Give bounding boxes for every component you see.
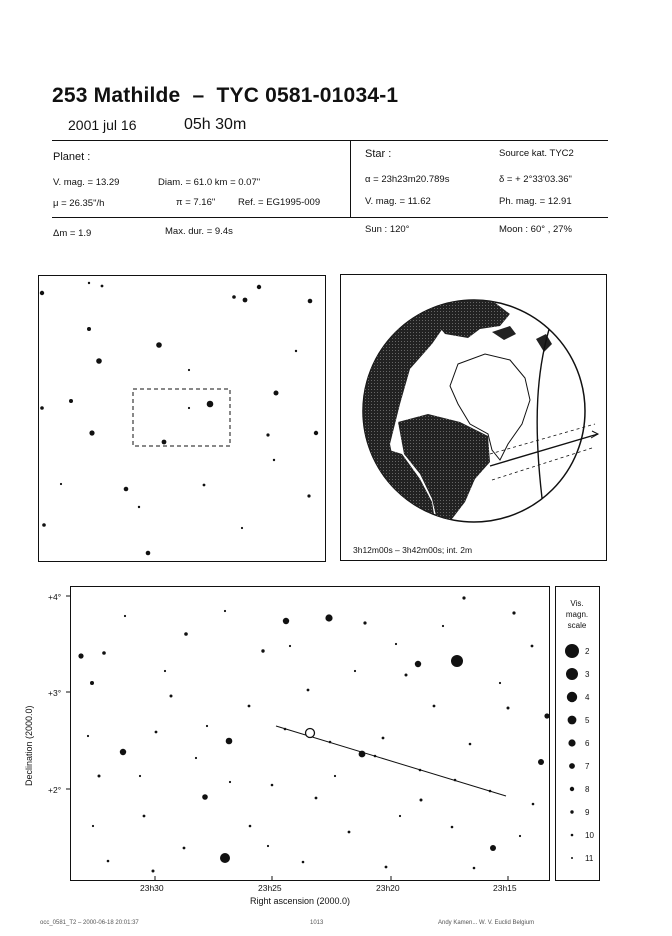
- legend-dot: [570, 810, 573, 813]
- table-divider: [350, 140, 351, 218]
- footer-mid: 1013: [310, 920, 324, 926]
- event-time: 05h 30m: [184, 116, 247, 133]
- x-tick-label: 23h20: [376, 883, 400, 893]
- x-tick-label: 23h15: [493, 883, 517, 893]
- x-tick-label: 23h25: [258, 883, 282, 893]
- earth-globe-panel: [340, 274, 607, 561]
- legend-mag-label: 7: [585, 762, 590, 771]
- legend-mag-label: 6: [585, 739, 590, 748]
- star-section-label: Star :: [365, 148, 392, 160]
- star-alpha: α = 23h23m20.789s: [365, 174, 450, 185]
- legend-title-line: Vis.: [570, 599, 584, 608]
- page-title: 253 Mathilde – TYC 0581-01034-1: [52, 84, 399, 107]
- globe-caption: 3h12m00s – 3h42m00s; int. 2m: [353, 545, 473, 555]
- legend-mag-label: 11: [585, 854, 594, 863]
- legend-mag-label: 8: [585, 785, 590, 794]
- legend-dot: [570, 787, 574, 791]
- star-chart: [0, 586, 550, 911]
- legend-mag-label: 3: [585, 670, 590, 679]
- legend-dot: [565, 644, 579, 658]
- y-tick-label: +2°: [48, 785, 62, 795]
- star-source: Source kat. TYC2: [499, 148, 574, 159]
- legend-title-line: scale: [567, 621, 587, 630]
- y-axis-label: Declination (2000.0): [24, 705, 34, 786]
- legend-dot: [566, 668, 578, 680]
- legend-mag-label: 9: [585, 808, 590, 817]
- legend-mag-label: 4: [585, 693, 590, 702]
- table-top-rule: [52, 140, 608, 141]
- legend-mag-label: 5: [585, 716, 590, 725]
- legend-mag-label: 2: [585, 647, 590, 656]
- table-bottom-rule: [52, 217, 608, 218]
- planet-diam: Diam. = 61.0 km = 0.07": [158, 177, 261, 188]
- planet-section-label: Planet :: [53, 151, 91, 163]
- legend-dot: [569, 763, 575, 769]
- legend-dot: [571, 834, 574, 837]
- target-star-marker: [306, 729, 315, 738]
- y-tick-label: +4°: [48, 592, 62, 602]
- legend-mag-label: 10: [585, 831, 594, 840]
- footer-left: occ_0581_T2 – 2000-06-18 20:01:37: [40, 920, 139, 926]
- planet-ref: Ref. = EG1995-009: [238, 197, 321, 208]
- planet-dm: Δm = 1.9: [53, 228, 92, 239]
- legend-dot: [571, 857, 573, 859]
- star-delta: δ = + 2°33'03.36": [499, 174, 572, 185]
- footer-right: Andy Kamen... W. V. Euclid Belgium: [438, 920, 535, 926]
- planet-mu: μ = 26.35"/h: [53, 198, 105, 209]
- planet-maxdur: Max. dur. = 9.4s: [165, 226, 233, 237]
- star-phmag: Ph. mag. = 12.91: [499, 196, 572, 207]
- star-moon: Moon : 60° , 27%: [499, 224, 572, 235]
- planet-pi: π = 7.16": [176, 197, 216, 208]
- star-sun: Sun : 120°: [365, 224, 410, 235]
- planet-vmag: V. mag. = 13.29: [53, 177, 120, 188]
- star-vmag: V. mag. = 11.62: [365, 196, 431, 207]
- finder-chart: [38, 275, 326, 562]
- y-tick-label: +3°: [48, 688, 62, 698]
- event-date: 2001 jul 16: [68, 117, 137, 133]
- x-axis-label: Right ascension (2000.0): [250, 896, 351, 906]
- x-tick-label: 23h30: [140, 883, 164, 893]
- legend-dot: [568, 716, 577, 725]
- magnitude-legend: [555, 586, 600, 881]
- legend-dot: [567, 692, 577, 702]
- legend-title-line: magn.: [565, 610, 589, 619]
- legend-dot: [568, 739, 575, 746]
